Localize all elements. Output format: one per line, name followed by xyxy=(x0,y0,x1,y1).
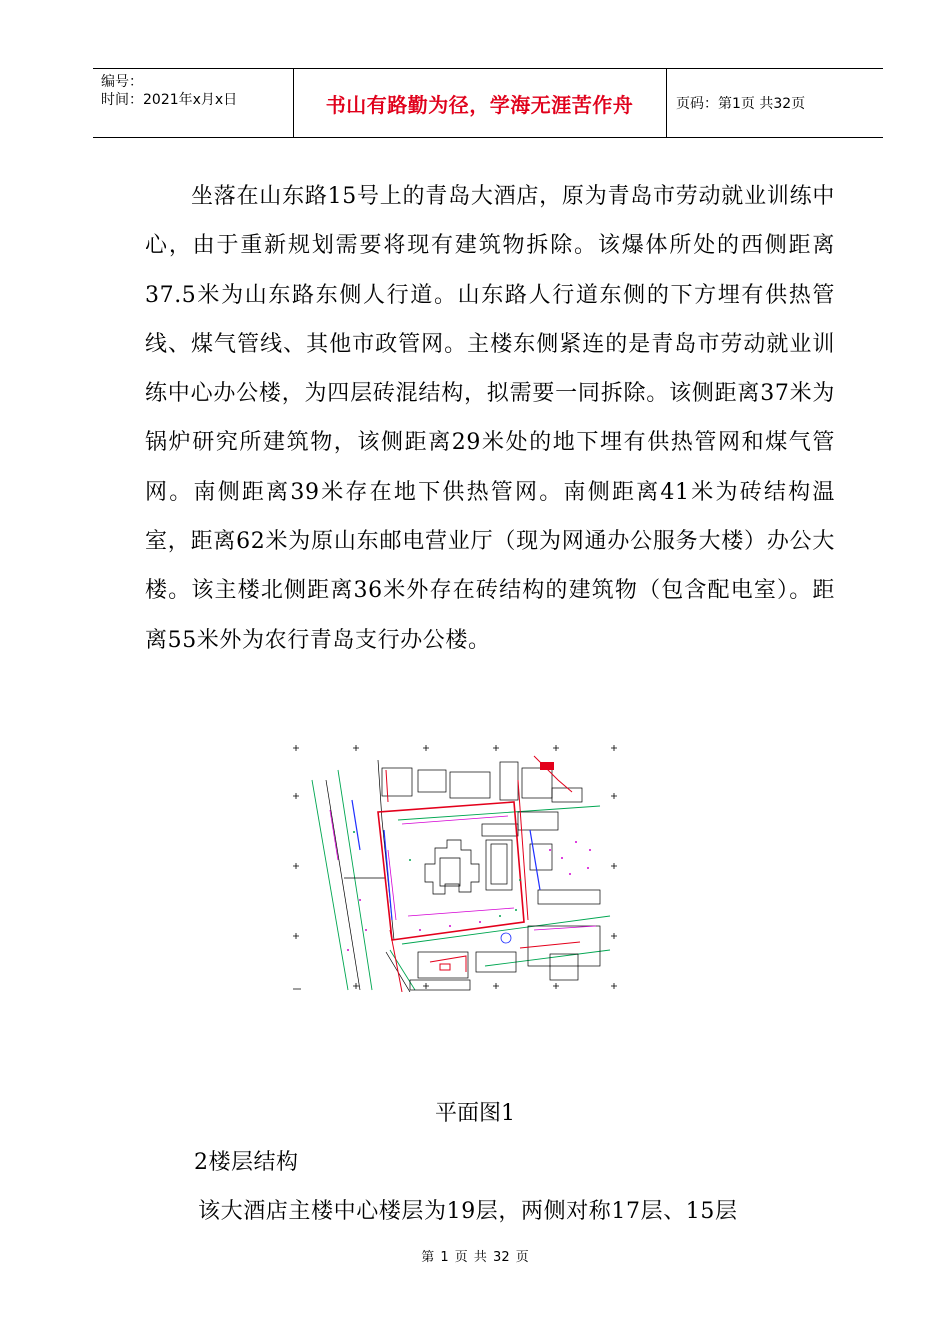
body-paragraph-2: 该大酒店主楼中心楼层为19层，两侧对称17层、15层 xyxy=(198,1199,738,1224)
section-heading: 2楼层结构 xyxy=(194,1150,299,1175)
header-meta xyxy=(101,73,237,109)
document-number-label: 编号： xyxy=(101,74,143,90)
document-time-label: 时间：2021年x月x日 xyxy=(101,92,238,108)
header-motto: 书山有路勤为径，学海无涯苦作舟 xyxy=(325,92,634,117)
document-header xyxy=(93,68,883,138)
header-page-number: 页码：第1页 共32页 xyxy=(676,96,806,112)
page-footer: 第 1 页 共 32 页 xyxy=(421,1250,529,1265)
figure-caption: 平面图1 xyxy=(435,1101,515,1126)
header-divider xyxy=(666,69,667,137)
site-plan-figure xyxy=(290,740,622,992)
body-paragraph: 坐落在山东路15号上的青岛大酒店，原为青岛市劳动就业训练中心，由于重新规划需要将现有建筑物拆除。该爆体所处的西侧距离37.5米为山东路东侧人行道。山东路人行道东侧的下方埋有供热管线、煤气管线、其他市政管网。主楼东侧紧连的是青岛市劳动就业训练中心办公楼，为四层砖混结构，拟需要一同拆除。该侧距离37米为锅炉研究所建筑物，该侧距离29米处的地下埋有供热管网和煤气管网。南侧距离39米存在地下供热管网。南侧距离41米为砖结构温室，距离62米为原山东邮电营业厅（现为网通办公服务大楼）办公大楼。该主楼北侧距离36米外存在砖结构的建筑物（包含配电室）。距离55米外为农行青岛支行办公楼。 xyxy=(145,184,835,653)
